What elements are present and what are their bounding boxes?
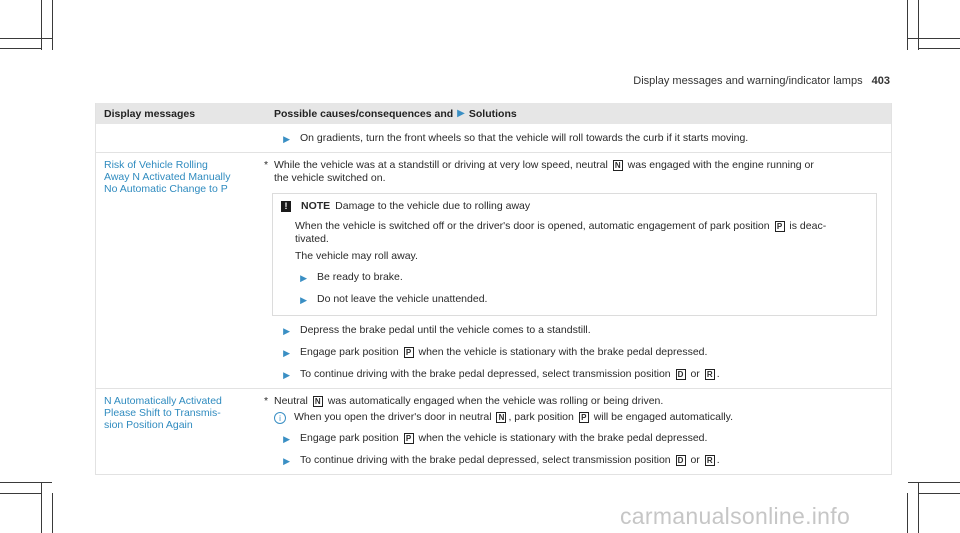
- crop-mark: [0, 482, 52, 483]
- crop-mark: [908, 482, 960, 483]
- page-number: 403: [871, 75, 890, 87]
- crop-mark: [919, 48, 960, 49]
- instruction-step: [264, 346, 883, 360]
- display-message-line: N Automatically Activated: [104, 395, 222, 407]
- gear-r-icon: R: [705, 455, 715, 466]
- triangle-arrow-icon: ▶: [283, 370, 290, 380]
- table-row: [96, 389, 891, 475]
- instruction-step: [264, 368, 883, 382]
- step-part: or: [690, 454, 700, 466]
- note-text: When the vehicle is switched off or the driver's door is opened, automatic engagement of park position: [295, 220, 770, 232]
- display-message-line: Away N Activated Manually: [104, 171, 231, 183]
- note-text: is deac-: [789, 220, 827, 232]
- table-row: [96, 153, 891, 389]
- step-part: To continue driving with the brake pedal depressed, select transmission position: [300, 368, 671, 380]
- display-message-line: sion Position Again: [104, 419, 193, 431]
- info-part: will be engaged automatically.: [593, 411, 733, 423]
- crop-mark: [0, 38, 52, 39]
- step-text: On gradients, turn the front wheels so that the vehicle will roll towards the curb if it starts moving.: [300, 132, 749, 144]
- step-part: when the vehicle is stationary with the brake pedal depressed.: [418, 432, 708, 444]
- instruction-step: [264, 432, 883, 446]
- note-header: [281, 200, 868, 212]
- step-part: when the vehicle is stationary with the brake pedal depressed.: [418, 346, 708, 358]
- step-text: [300, 454, 720, 467]
- crop-mark: [919, 493, 960, 494]
- info-text: [294, 411, 733, 424]
- display-message-line: No Automatic Change to P: [104, 183, 228, 195]
- triangle-arrow-icon: ▶: [283, 134, 290, 144]
- crop-mark: [907, 493, 908, 533]
- gear-d-icon: D: [676, 369, 686, 380]
- solution-cell: [260, 124, 891, 152]
- note-text: tivated.: [295, 233, 329, 245]
- note-box: [272, 193, 877, 316]
- footnote-star: *: [264, 159, 269, 171]
- step-text: Depress the brake pedal until the vehicle comes to a standstill.: [300, 324, 591, 336]
- cause-body: [274, 395, 663, 408]
- solution-cell: [260, 389, 891, 474]
- gear-n-icon: N: [313, 396, 323, 407]
- step-text: Be ready to brake.: [317, 271, 403, 283]
- column-header-causes: [268, 108, 517, 120]
- info-note: [274, 411, 883, 424]
- step-text: Do not leave the vehicle unattended.: [317, 293, 488, 305]
- triangle-arrow-icon: ▶: [300, 273, 307, 283]
- gear-r-icon: R: [705, 369, 715, 380]
- note-title: NOTE: [301, 200, 331, 212]
- display-message-line: Risk of Vehicle Rolling: [104, 159, 208, 171]
- cause-part: the vehicle switched on.: [274, 172, 386, 184]
- step-text: [300, 432, 707, 445]
- info-part: When you open the driver's door in neutral: [294, 411, 492, 423]
- section-title: Display messages and warning/indicator lamps: [633, 75, 863, 87]
- footnote-star: *: [264, 395, 269, 407]
- display-messages-table: [95, 103, 892, 475]
- crop-mark: [907, 0, 908, 50]
- crop-mark: [918, 483, 919, 533]
- crop-mark: [41, 483, 42, 533]
- table-header: [96, 103, 891, 124]
- step-part: Engage park position: [300, 346, 399, 358]
- step-part: .: [716, 454, 720, 466]
- table-row: [96, 124, 891, 153]
- crop-mark: [0, 493, 41, 494]
- step-text: [300, 368, 720, 381]
- gear-p-icon: P: [404, 433, 414, 444]
- crop-mark: [908, 38, 960, 39]
- solution-cell: [260, 153, 891, 388]
- triangle-arrow-icon: ▶: [457, 108, 465, 119]
- step-text: [300, 346, 707, 359]
- cause-part: While the vehicle was at a standstill or driving at very low speed, neutral: [274, 159, 608, 171]
- gear-n-icon: N: [613, 160, 623, 171]
- cause-part: was automatically engaged when the vehicle was rolling or being driven.: [327, 395, 664, 407]
- cause-text: [264, 159, 883, 185]
- triangle-arrow-icon: ▶: [283, 348, 290, 358]
- crop-mark: [52, 0, 53, 50]
- step-part: or: [690, 368, 700, 380]
- triangle-arrow-icon: ▶: [283, 326, 290, 336]
- instruction-step: [295, 271, 868, 285]
- page-header: [633, 75, 890, 87]
- warning-icon: !: [281, 201, 291, 212]
- triangle-arrow-icon: ▶: [283, 434, 290, 444]
- instruction-step: [264, 132, 883, 146]
- gear-n-icon: N: [496, 412, 506, 423]
- message-cell: [96, 153, 260, 388]
- triangle-arrow-icon: ▶: [283, 456, 290, 466]
- watermark: carmanualsonline.info: [620, 503, 851, 529]
- info-part: , park position: [508, 411, 574, 423]
- message-cell: [96, 124, 260, 152]
- instruction-step: [264, 324, 883, 338]
- gear-d-icon: D: [676, 455, 686, 466]
- note-paragraph: [295, 220, 868, 246]
- column-header-solutions-label: Solutions: [468, 107, 517, 120]
- step-part: Engage park position: [300, 432, 399, 444]
- crop-mark: [918, 0, 919, 50]
- display-message-line: Please Shift to Transmis-: [104, 407, 221, 419]
- step-part: .: [716, 368, 720, 380]
- cause-body: [274, 159, 814, 185]
- gear-p-icon: P: [404, 347, 414, 358]
- column-header-messages: Display messages: [104, 107, 196, 120]
- instruction-step: [264, 454, 883, 468]
- gear-p-icon: P: [579, 412, 589, 423]
- cause-part: was engaged with the engine running or: [627, 159, 814, 171]
- step-part: To continue driving with the brake pedal depressed, select transmission position: [300, 454, 671, 466]
- message-cell: [96, 389, 260, 474]
- crop-mark: [41, 0, 42, 50]
- cause-text: [264, 395, 883, 408]
- instruction-step: [295, 293, 868, 307]
- column-header-causes-label: Possible causes/consequences and: [274, 107, 454, 120]
- note-paragraph: The vehicle may roll away.: [295, 250, 418, 262]
- note-subtitle: Damage to the vehicle due to rolling away: [335, 200, 531, 212]
- gear-p-icon: P: [775, 221, 785, 232]
- info-icon: i: [274, 412, 286, 424]
- cause-part: Neutral: [274, 395, 308, 407]
- crop-mark: [0, 48, 41, 49]
- crop-mark: [52, 493, 53, 533]
- triangle-arrow-icon: ▶: [300, 295, 307, 305]
